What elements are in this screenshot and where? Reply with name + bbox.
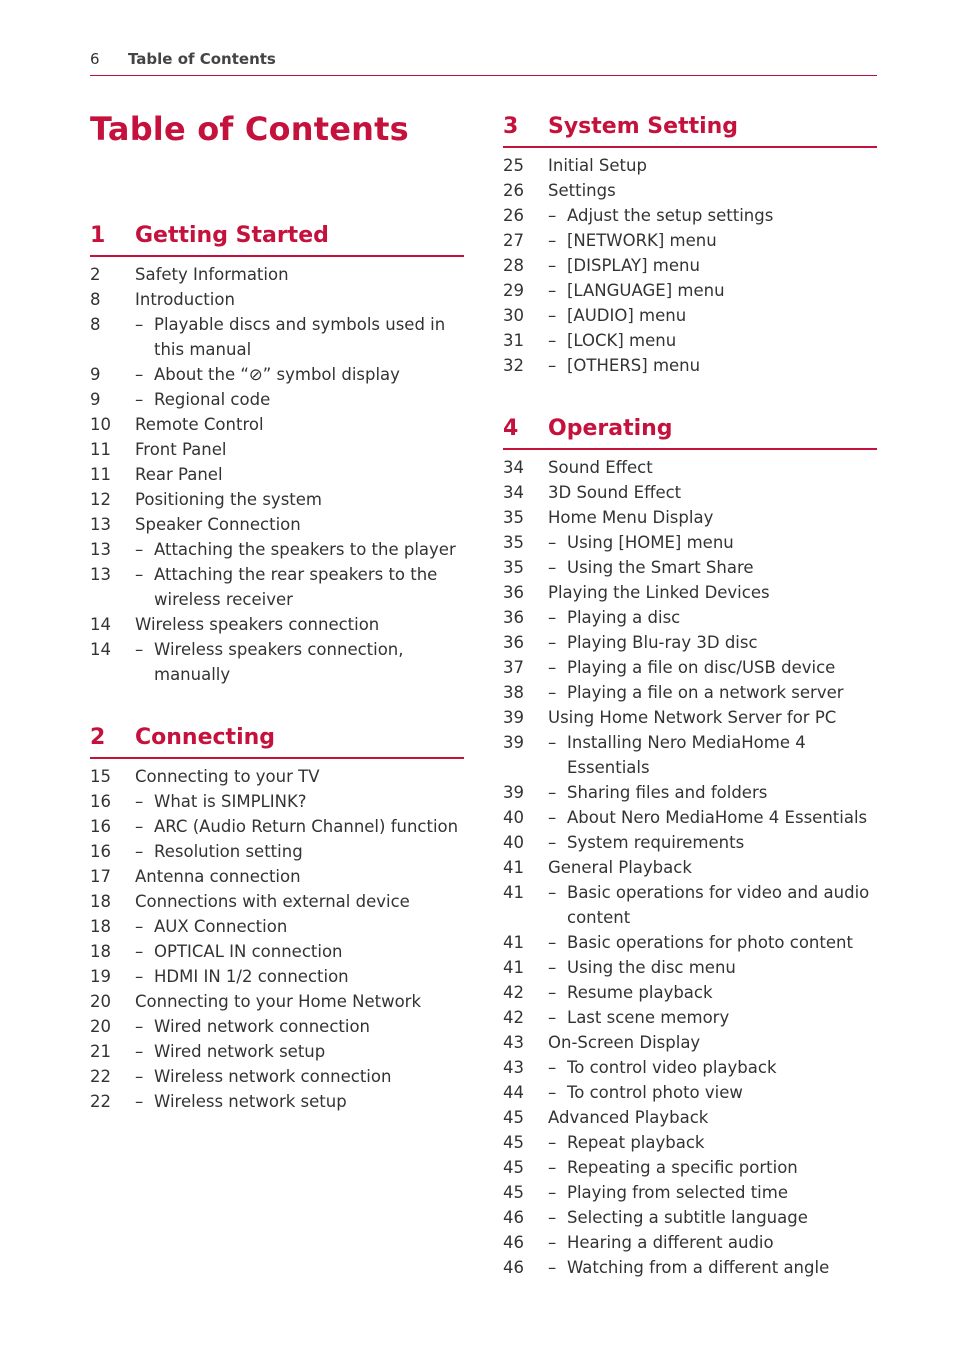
toc-subentry[interactable]: [90, 789, 464, 814]
running-header: [90, 46, 877, 76]
toc-entry[interactable]: [90, 512, 464, 537]
toc-subentry[interactable]: [90, 914, 464, 939]
entry-text: Home Menu Display: [548, 508, 714, 527]
entry-text: Playing a file on disc/USB device: [567, 658, 836, 677]
toc-entry[interactable]: [503, 153, 877, 178]
section-heading[interactable]: [90, 721, 464, 759]
toc-entry[interactable]: [90, 462, 464, 487]
entry-text: Adjust the setup settings: [567, 206, 774, 225]
toc-entry[interactable]: [90, 412, 464, 437]
entry-page-number: 20: [90, 1017, 111, 1036]
section-title: Getting Started: [135, 223, 329, 248]
toc-subentry[interactable]: [503, 780, 877, 805]
toc-entry-list: [503, 450, 877, 1280]
toc-section-1: [90, 219, 464, 687]
entry-page-number: 35: [503, 558, 524, 577]
entry-page-number: 34: [503, 483, 524, 502]
entry-text: Installing Nero MediaHome 4 Essentials: [567, 733, 806, 777]
toc-subentry[interactable]: [503, 1155, 877, 1180]
entry-text: On-Screen Display: [548, 1033, 701, 1052]
entry-page-number: 45: [503, 1108, 524, 1127]
subentry-dash: –: [548, 256, 557, 275]
subentry-dash: –: [548, 1258, 557, 1277]
entry-text: Basic operations for photo content: [567, 933, 853, 952]
entry-text: Resolution setting: [154, 842, 303, 861]
toc-entry[interactable]: [503, 855, 877, 880]
toc-subentry[interactable]: [503, 303, 877, 328]
entry-page-number: 36: [503, 583, 524, 602]
page-title: Table of Contents: [90, 110, 409, 148]
toc-subentry[interactable]: [90, 537, 464, 562]
entry-page-number: 42: [503, 1008, 524, 1027]
page-number: 6: [90, 50, 100, 68]
entry-text: Advanced Playback: [548, 1108, 709, 1127]
entry-page-number: 38: [503, 683, 524, 702]
entry-text: Playing a disc: [567, 608, 681, 627]
subentry-dash: –: [548, 206, 557, 225]
entry-page-number: 9: [90, 365, 101, 384]
entry-text: Resume playback: [567, 983, 713, 1002]
toc-subentry[interactable]: [503, 530, 877, 555]
entry-page-number: 39: [503, 733, 524, 752]
entry-page-number: 17: [90, 867, 111, 886]
subentry-dash: –: [135, 842, 144, 861]
subentry-dash: –: [548, 683, 557, 702]
entry-text: Speaker Connection: [135, 515, 301, 534]
subentry-dash: –: [548, 1133, 557, 1152]
toc-subentry[interactable]: [503, 328, 877, 353]
toc-entry-list: [503, 148, 877, 378]
entry-text: Attaching the speakers to the player: [154, 540, 456, 559]
entry-page-number: 37: [503, 658, 524, 677]
toc-entry[interactable]: [90, 487, 464, 512]
subentry-dash: –: [135, 315, 144, 334]
section-number: 1: [90, 223, 106, 248]
toc-entry[interactable]: [503, 580, 877, 605]
entry-text: ARC (Audio Return Channel) function: [154, 817, 459, 836]
subentry-dash: –: [548, 1183, 557, 1202]
entry-text: OPTICAL IN connection: [154, 942, 343, 961]
subentry-dash: –: [548, 658, 557, 677]
toc-subentry[interactable]: [503, 655, 877, 680]
toc-section-4: [503, 412, 877, 1280]
toc-subentry[interactable]: [503, 228, 877, 253]
entry-text: Initial Setup: [548, 156, 647, 175]
subentry-dash: –: [548, 958, 557, 977]
toc-subentry[interactable]: [90, 839, 464, 864]
entry-page-number: 43: [503, 1058, 524, 1077]
section-title: Connecting: [135, 725, 276, 750]
subentry-dash: –: [548, 608, 557, 627]
toc-subentry[interactable]: [503, 1080, 877, 1105]
entry-text: Repeating a specific portion: [567, 1158, 798, 1177]
toc-entry[interactable]: [90, 612, 464, 637]
entry-page-number: 36: [503, 633, 524, 652]
entry-text: [LANGUAGE] menu: [567, 281, 725, 300]
toc-subentry[interactable]: [503, 203, 877, 228]
toc-subentry[interactable]: [90, 814, 464, 839]
entry-page-number: 11: [90, 465, 111, 484]
toc-subentry[interactable]: [503, 555, 877, 580]
entry-text: [AUDIO] menu: [567, 306, 687, 325]
entry-page-number: 9: [90, 390, 101, 409]
entry-text: Wireless network setup: [154, 1092, 347, 1111]
entry-text: Wired network connection: [154, 1017, 370, 1036]
section-number: 2: [90, 725, 106, 750]
entry-text: Connections with external device: [135, 892, 410, 911]
entry-page-number: 26: [503, 206, 524, 225]
entry-text: Introduction: [135, 290, 235, 309]
subentry-dash: –: [548, 783, 557, 802]
entry-page-number: 30: [503, 306, 524, 325]
toc-entry[interactable]: [503, 1030, 877, 1055]
toc-subentry[interactable]: [503, 880, 877, 930]
subentry-dash: –: [548, 331, 557, 350]
toc-subentry[interactable]: [503, 278, 877, 303]
toc-subentry[interactable]: [503, 1055, 877, 1080]
toc-subentry[interactable]: [503, 680, 877, 705]
entry-text: [OTHERS] menu: [567, 356, 701, 375]
section-number: 3: [503, 114, 519, 139]
entry-page-number: 31: [503, 331, 524, 350]
toc-subentry[interactable]: [503, 605, 877, 630]
toc-subentry[interactable]: [90, 637, 464, 687]
entry-page-number: 22: [90, 1067, 111, 1086]
toc-subentry[interactable]: [503, 1005, 877, 1030]
subentry-dash: –: [135, 817, 144, 836]
entry-page-number: 14: [90, 615, 111, 634]
entry-page-number: 11: [90, 440, 111, 459]
entry-text: Wireless network connection: [154, 1067, 392, 1086]
entry-text: Last scene memory: [567, 1008, 730, 1027]
subentry-dash: –: [135, 565, 144, 584]
toc-section-3: [503, 110, 877, 378]
entry-page-number: 15: [90, 767, 111, 786]
entry-text: Using the disc menu: [567, 958, 736, 977]
toc-subentry[interactable]: [503, 1230, 877, 1255]
entry-page-number: 46: [503, 1258, 524, 1277]
toc-subentry[interactable]: [503, 1205, 877, 1230]
entry-page-number: 41: [503, 858, 524, 877]
entry-page-number: 10: [90, 415, 111, 434]
entry-text: Connecting to your Home Network: [135, 992, 422, 1011]
entry-text: Using the Smart Share: [567, 558, 754, 577]
entry-page-number: 13: [90, 515, 111, 534]
entry-text: Positioning the system: [135, 490, 322, 509]
toc-subentry[interactable]: [90, 1064, 464, 1089]
entry-text: 3D Sound Effect: [548, 483, 682, 502]
entry-text: Regional code: [154, 390, 271, 409]
entry-page-number: 18: [90, 942, 111, 961]
entry-page-number: 19: [90, 967, 111, 986]
subentry-dash: –: [135, 1042, 144, 1061]
subentry-dash: –: [548, 633, 557, 652]
toc-subentry[interactable]: [90, 1089, 464, 1114]
entry-page-number: 28: [503, 256, 524, 275]
section-heading[interactable]: [503, 412, 877, 450]
toc-entry[interactable]: [503, 1105, 877, 1130]
entry-text: Playing Blu-ray 3D disc: [567, 633, 758, 652]
entry-page-number: 8: [90, 315, 101, 334]
subentry-dash: –: [548, 558, 557, 577]
toc-entry[interactable]: [503, 505, 877, 530]
subentry-dash: –: [548, 1233, 557, 1252]
toc-subentry[interactable]: [503, 730, 877, 780]
toc-subentry[interactable]: [90, 939, 464, 964]
subentry-dash: –: [548, 1158, 557, 1177]
entry-text: Wired network setup: [154, 1042, 326, 1061]
subentry-dash: –: [548, 733, 557, 752]
entry-text: Front Panel: [135, 440, 227, 459]
section-title: System Setting: [548, 114, 739, 139]
toc-subentry[interactable]: [90, 1014, 464, 1039]
entry-text: AUX Connection: [154, 917, 288, 936]
subentry-dash: –: [135, 390, 144, 409]
section-number: 4: [503, 416, 519, 441]
subentry-dash: –: [135, 1017, 144, 1036]
entry-page-number: 20: [90, 992, 111, 1011]
subentry-dash: –: [548, 883, 557, 902]
entry-text: Sharing files and folders: [567, 783, 768, 802]
toc-subentry[interactable]: [90, 964, 464, 989]
subentry-dash: –: [135, 942, 144, 961]
entry-text: Connecting to your TV: [135, 767, 320, 786]
entry-text: Selecting a subtitle language: [567, 1208, 808, 1227]
toc-entry-list: [90, 257, 464, 687]
toc-subentry[interactable]: [503, 1130, 877, 1155]
entry-page-number: 45: [503, 1158, 524, 1177]
entry-text: General Playback: [548, 858, 692, 877]
toc-entry[interactable]: [90, 889, 464, 914]
entry-text: Playing a file on a network server: [567, 683, 844, 702]
toc-entry[interactable]: [90, 287, 464, 312]
entry-page-number: 44: [503, 1083, 524, 1102]
toc-subentry[interactable]: [503, 630, 877, 655]
entry-text: Rear Panel: [135, 465, 223, 484]
subentry-dash: –: [135, 967, 144, 986]
toc-subentry[interactable]: [503, 930, 877, 955]
subentry-dash: –: [548, 306, 557, 325]
entry-page-number: 29: [503, 281, 524, 300]
subentry-dash: –: [548, 933, 557, 952]
subentry-dash: –: [135, 540, 144, 559]
entry-text: Safety Information: [135, 265, 289, 284]
entry-text: What is SIMPLINK?: [154, 792, 307, 811]
entry-page-number: 22: [90, 1092, 111, 1111]
entry-text: Playing from selected time: [567, 1183, 788, 1202]
entry-page-number: 46: [503, 1208, 524, 1227]
subentry-dash: –: [548, 281, 557, 300]
toc-entry[interactable]: [503, 455, 877, 480]
subentry-dash: –: [548, 1008, 557, 1027]
subentry-dash: –: [548, 1058, 557, 1077]
entry-page-number: 45: [503, 1133, 524, 1152]
entry-text: Using Home Network Server for PC: [548, 708, 837, 727]
toc-subentry[interactable]: [90, 312, 464, 362]
entry-text: To control photo view: [567, 1083, 743, 1102]
entry-page-number: 34: [503, 458, 524, 477]
entry-page-number: 41: [503, 958, 524, 977]
toc-entry-list: [90, 759, 464, 1114]
entry-text: About the “⊘” symbol display: [154, 365, 400, 384]
entry-page-number: 41: [503, 933, 524, 952]
entry-text: Playing the Linked Devices: [548, 583, 770, 602]
entry-page-number: 35: [503, 508, 524, 527]
entry-text: Settings: [548, 181, 616, 200]
entry-text: [DISPLAY] menu: [567, 256, 700, 275]
entry-text: Watching from a different angle: [567, 1258, 830, 1277]
entry-page-number: 39: [503, 708, 524, 727]
entry-text: Playable discs and symbols used in this manual: [154, 315, 446, 359]
entry-page-number: 25: [503, 156, 524, 175]
toc-subentry[interactable]: [90, 387, 464, 412]
toc-subentry[interactable]: [503, 830, 877, 855]
entry-page-number: 42: [503, 983, 524, 1002]
subentry-dash: –: [548, 983, 557, 1002]
entry-page-number: 2: [90, 265, 101, 284]
section-heading[interactable]: [503, 110, 877, 148]
entry-page-number: 18: [90, 917, 111, 936]
toc-entry[interactable]: [90, 437, 464, 462]
entry-text: Basic operations for video and audio content: [567, 883, 870, 927]
entry-page-number: 13: [90, 565, 111, 584]
subentry-dash: –: [135, 640, 144, 659]
entry-page-number: 46: [503, 1233, 524, 1252]
toc-entry[interactable]: [503, 480, 877, 505]
entry-text: [NETWORK] menu: [567, 231, 717, 250]
toc-subentry[interactable]: [503, 1180, 877, 1205]
subentry-dash: –: [548, 356, 557, 375]
entry-page-number: 39: [503, 783, 524, 802]
entry-page-number: 21: [90, 1042, 111, 1061]
entry-text: Remote Control: [135, 415, 264, 434]
entry-text: Sound Effect: [548, 458, 653, 477]
entry-text: About Nero MediaHome 4 Essentials: [567, 808, 868, 827]
toc-entry[interactable]: [503, 178, 877, 203]
entry-page-number: 27: [503, 231, 524, 250]
toc-subentry[interactable]: [503, 253, 877, 278]
toc-entry[interactable]: [90, 989, 464, 1014]
entry-page-number: 43: [503, 1033, 524, 1052]
subentry-dash: –: [548, 833, 557, 852]
subentry-dash: –: [548, 231, 557, 250]
entry-text: Antenna connection: [135, 867, 301, 886]
toc-subentry[interactable]: [503, 1255, 877, 1280]
entry-page-number: 16: [90, 842, 111, 861]
section-heading[interactable]: [90, 219, 464, 257]
entry-text: [LOCK] menu: [567, 331, 677, 350]
toc-subentry[interactable]: [503, 955, 877, 980]
toc-section-2: [90, 721, 464, 1114]
entry-page-number: 26: [503, 181, 524, 200]
entry-page-number: 12: [90, 490, 111, 509]
toc-entry[interactable]: [90, 764, 464, 789]
subentry-dash: –: [135, 1092, 144, 1111]
entry-page-number: 8: [90, 290, 101, 309]
entry-page-number: 18: [90, 892, 111, 911]
toc-subentry[interactable]: [503, 805, 877, 830]
entry-page-number: 45: [503, 1183, 524, 1202]
toc-subentry[interactable]: [90, 1039, 464, 1064]
toc-entry[interactable]: [90, 262, 464, 287]
entry-page-number: 32: [503, 356, 524, 375]
entry-page-number: 36: [503, 608, 524, 627]
entry-page-number: 40: [503, 833, 524, 852]
entry-page-number: 41: [503, 883, 524, 902]
subentry-dash: –: [135, 1067, 144, 1086]
entry-page-number: 14: [90, 640, 111, 659]
entry-page-number: 13: [90, 540, 111, 559]
subentry-dash: –: [548, 533, 557, 552]
toc-entry[interactable]: [90, 864, 464, 889]
running-title: Table of Contents: [128, 50, 276, 68]
entry-text: Using [HOME] menu: [567, 533, 734, 552]
entry-text: Wireless speakers connection, manually: [154, 640, 404, 684]
entry-text: To control video playback: [567, 1058, 777, 1077]
section-title: Operating: [548, 416, 673, 441]
entry-page-number: 40: [503, 808, 524, 827]
toc-entry[interactable]: [503, 705, 877, 730]
subentry-dash: –: [548, 1083, 557, 1102]
entry-text: Wireless speakers connection: [135, 615, 380, 634]
entry-text: HDMI IN 1/2 connection: [154, 967, 349, 986]
toc-subentry[interactable]: [90, 562, 464, 612]
entry-page-number: 35: [503, 533, 524, 552]
entry-text: Attaching the rear speakers to the wireless receiver: [154, 565, 438, 609]
entry-page-number: 16: [90, 792, 111, 811]
entry-text: System requirements: [567, 833, 745, 852]
entry-text: Hearing a different audio: [567, 1233, 774, 1252]
subentry-dash: –: [548, 1208, 557, 1227]
subentry-dash: –: [135, 917, 144, 936]
subentry-dash: –: [548, 808, 557, 827]
entry-text: Repeat playback: [567, 1133, 705, 1152]
toc-subentry[interactable]: [503, 980, 877, 1005]
toc-subentry[interactable]: [503, 353, 877, 378]
subentry-dash: –: [135, 365, 144, 384]
entry-page-number: 16: [90, 817, 111, 836]
toc-subentry[interactable]: [90, 362, 464, 387]
subentry-dash: –: [135, 792, 144, 811]
